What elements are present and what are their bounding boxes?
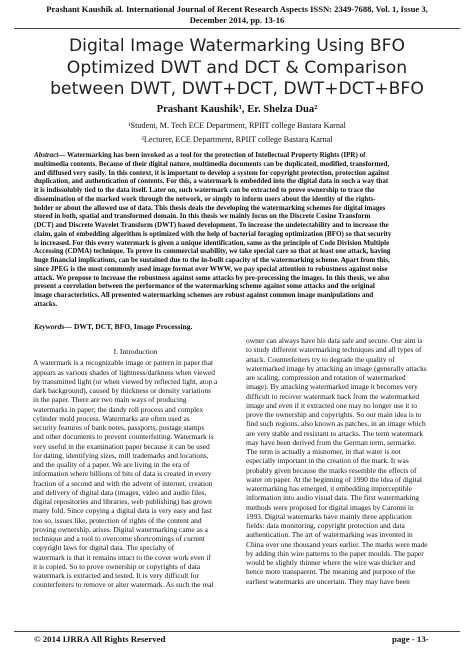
text-line: A watermark is a recognizable image or pattern in paper that [33, 358, 214, 368]
text-line: hence more transparent. The meaning and purpose of the [246, 567, 416, 577]
abstract-line: stored in both, spatial and transformed domain. In this thesis we mainly focus on the Discrete Cosine Transform [34, 212, 371, 221]
keywords [34, 322, 440, 331]
journal-header-line2: December 2014, pp. 13-16 [189, 14, 285, 25]
abstract-lead: Abstract— [34, 151, 66, 159]
text-line: water on paper. At the beginning of 1990 the idea of digital [246, 474, 422, 484]
text-line: find such regions, also known as patches, in an image which [246, 419, 426, 429]
journal-header [20, 4, 454, 25]
abstract-line: Abstract— Watermarking has been invoked as a tool for the protection of Intellectual Property Rights (IPR) of [34, 151, 366, 159]
text-line: and delivery of digital data (images, video and audio files, [33, 487, 207, 497]
text-line: may have been derived from the German term, sermarke. [246, 437, 417, 447]
text-line: by adding thin wire patterns to the paper moulds. The paper [246, 548, 424, 558]
text-line: owner can always have his data safe and secure. Our aim is [246, 336, 423, 345]
abstract-line: huge financial implications, can be sustained due to the in-built capacity of the watermarking scheme. Apart from this, [34, 256, 390, 264]
keywords-lead: Keywords— [34, 322, 72, 331]
abstract-line: duplication, and authentication of contents. For this, a watermark is embedded into the digital data in such a way that [34, 177, 389, 186]
text-line: watermarks in paper; the dandy roll process and complex [33, 404, 204, 414]
text-line: especially important in the creation of the mark. It was [246, 456, 409, 466]
copyright-notice: © 2014 IJRRA All Rights Reserved [34, 634, 166, 644]
text-line: China over one thousand years earlier. The marks were made [246, 539, 428, 549]
paper-title [16, 36, 458, 101]
abstract [34, 151, 440, 309]
abstract-line: Accessing (CDMA) technique. To prove its commercial usability, we take special care so that at least one attack, having [34, 247, 391, 256]
text-line: fraction of a second and with the advent of internet, creation [33, 478, 213, 488]
affiliation-1: ¹Student, M. Tech ECE Department, RPIIT college Bastara Karnal [128, 121, 346, 130]
title-line-1: Digital Image Watermarking Using BFO [68, 36, 406, 56]
text-line: for dating, identifying sizes, mill trademarks and locations, [33, 450, 209, 460]
text-line: it is copied. So to prove ownership or copyrights of data [33, 561, 201, 571]
text-line: proving ownership, arises. Digital watermarking came as a [33, 524, 208, 534]
text-line: difficult to recover watermark back from the watermarked [246, 391, 420, 401]
text-line: very useful in the examination paper because it can be used [33, 441, 210, 451]
page-number: page - 13- [392, 634, 429, 644]
author-list: Prashant Kaushik¹, Er. Shelza Dua² [156, 104, 318, 115]
affiliation-2: ²Lecturer, ECE Department, RPIIT college Bastara Karnal [141, 135, 333, 144]
abstract-line: since JPEG is the most commonly used image format over WWW, we pay special attention to robustness against noise [34, 264, 388, 273]
text-line: prove the ownership and copyrights. So our main idea is to [246, 410, 422, 419]
left-column-text [33, 358, 238, 589]
text-line: dark background), caused by thickness or density variations [33, 386, 212, 395]
text-line: are very stable and resistant to attacks. The term watermark [246, 428, 424, 438]
text-line: methods were proposed for digital images by Caronni in [246, 502, 414, 512]
text-line: authentication. The art of watermarking was invented in [246, 530, 413, 540]
text-line: are scaling, compression and rotation of watermarked [246, 373, 406, 382]
text-line: earliest watermarks are uncertain. They may have been [246, 576, 410, 586]
abstract-line: claim, gain of embedding algorithm is optimized with the help of bacterial foraging optimization (BFO) so that security [34, 229, 392, 238]
text-line: and other documents to prevent counterfeiting. Watermark is [33, 432, 214, 442]
journal-header-line1: Prashant Kaushik al. International Journal of Recent Research Aspects ISSN: 2349-7688, Vol. 1, Issue 3, [46, 4, 428, 14]
text-line: technique and a tool to overcome shortcomings of current [33, 534, 205, 543]
text-line: watermark is extracted and tested. It is very difficult for [33, 571, 199, 580]
abstract-line: attack. We propose to increase the robustness against some attacks by pre-processing the images. In this thesis, we also [34, 273, 390, 282]
text-line: watermark is that it remains intact to the cover work even if [33, 552, 211, 562]
text-line: security features of bank notes, passports, postage stamps [33, 423, 205, 432]
text-line: image and even if it extracted one may no longer use it to [246, 400, 418, 410]
abstract-line: present a correlation between the performance of the watermarking scheme against some attacks and the original [34, 282, 375, 291]
text-line: would be slightly thinner where the wire was thicker and [246, 558, 416, 567]
abstract-line: (DCT) and Discrete Wavelet Transform (DWT) based development. To increase the undetectability and to increase the [34, 221, 389, 229]
text-line: in the paper. There are two main ways of producing [33, 395, 187, 405]
abstract-line: holder or about the allowed use of data. This thesis deals the developing the watermarking schemes for digital images [34, 203, 386, 212]
text-line: counterfeiters to remove or alter watermark. As such the real [33, 580, 214, 590]
abstract-line: it is indissolubly tied to the data itself. Later on, such watermark can be extracted to prove ownership to trace the [34, 186, 375, 194]
abstract-line: dissemination of the marked work through the network, or simply to inform users about the identity of the rights- [34, 194, 376, 203]
text-line: information where billions of bits of data is created in every [33, 469, 212, 479]
text-line: digital repositories and libraries, web publishing) has grown [33, 497, 212, 506]
footer-divider [14, 631, 460, 632]
title-line-3: between DWT, DWT+DCT, DWT+DCT+BFO [50, 79, 424, 100]
left-column [33, 347, 238, 590]
abstract-line: is increased. For this every watermark is given a unique identification, same as the principle of Code Division Multiple [34, 238, 390, 247]
text-line: watermarked image by attacking an image (generally attacks [246, 363, 427, 373]
text-line: watermarking has emerged, it embedding imperceptible [246, 484, 412, 493]
text-line: cylinder mold process. Watermarks are often used as [33, 413, 190, 423]
text-line: to study different watermarking techniques and all types of [246, 345, 422, 355]
text-line: and the quality of a paper. We are living in the era of [33, 460, 190, 469]
right-column-text [246, 336, 451, 586]
text-line: probably given because the marks resemble the effects of [246, 465, 417, 475]
text-line: many fold. Since copying a digital data is very easy and fast [33, 506, 212, 516]
abstract-line: multimedia contents. Because of their digital nature, multimedia documents can be duplicated, modified, transformed, [34, 159, 390, 168]
text-line: appears as various shades of lightness/darkness when viewed [33, 367, 215, 377]
section-heading-introduction: I. Introduction [113, 347, 158, 356]
keywords-text: DWT, DCT, BFO, Image Processing. [71, 322, 193, 331]
abstract-line: and diffused very easily. In this context, it is important to develop a system for copyright protection, protection against [34, 168, 390, 177]
title-line-2: Optimized DWT and DCT & Comparison [66, 57, 408, 78]
text-line: by transmitted light (or when viewed by reflected light, atop a [33, 376, 218, 386]
text-line: too so, issues like, protection of rights of the content and [33, 515, 202, 525]
text-line: fields: data monitoring, copyright protection and data [246, 521, 405, 530]
right-column [246, 336, 451, 586]
header-divider [14, 28, 460, 29]
abstract-line: attacks. [34, 299, 58, 308]
text-line: information into audio visual data. The first watermarking [246, 493, 419, 503]
text-line: 1993. Digital watermarks have mainly three application [246, 511, 412, 521]
text-line: attack. Counterfeiters try to degrade the quality of [246, 354, 395, 364]
abstract-line: image characteristics. All presented watermarking schemes are robust against common image manipulations and [34, 291, 374, 299]
text-line: The term is actually a misnomer, in that water is not [246, 447, 401, 456]
text-line: image). By attacking watermarked image it becomes very [246, 382, 418, 392]
text-line: copyright laws for digital data. The specialty of [33, 543, 175, 553]
